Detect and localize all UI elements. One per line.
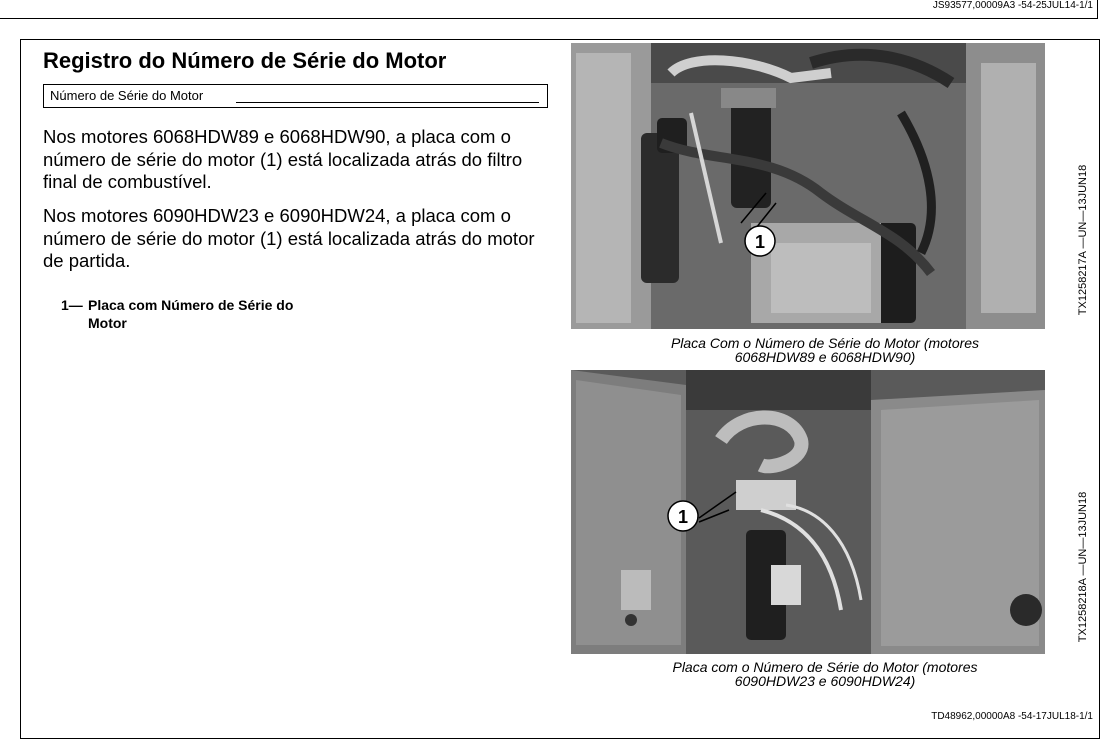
paragraph-6068: Nos motores 6068HDW89 e 6068HDW90, a placa com o número de série do motor (1) está localizada atrás do filtro final de combustível. [43,126,523,192]
side-reference-6068-text: TX1258217A —UN—13JUN18 [1077,164,1089,316]
figure-caption-6090-line2: 6090HDW23 e 6090HDW24) [734,673,916,689]
figure-caption-6068-line1: Placa Com o Número de Série do Motor (motores [670,335,980,351]
header-reference: JS93577,00009A3 -54-25JUL14-1/1 [932,0,1093,11]
figure-caption-6068 [600,336,1050,364]
engine-photo-6090 [571,370,1045,654]
footer-reference: TD48962,00000A8 -54-17JUL18-1/1 [931,711,1093,722]
side-reference-6090-text: TX1258218A —UN—13JUN18 [1077,491,1089,643]
serial-number-label: Número de Série do Motor [50,88,204,103]
callout-number-1: 1 [754,232,766,252]
figure-caption-6090-line1: Placa com o Número de Série do Motor (motores [672,659,978,675]
engine-photo-6068 [571,43,1045,329]
figure-caption-6090 [600,660,1050,688]
legend-text: Placa com Número de Série do Motor [88,297,294,331]
engine-photo-6090-illustration [571,370,1045,654]
page-title: Registro do Número de Série do Motor [43,48,447,73]
side-reference-6068 [1073,155,1093,325]
engine-photo-6068-illustration [571,43,1045,329]
legend-number: 1— [61,297,83,313]
callout-number-2: 1 [677,507,689,527]
side-reference-6090 [1073,482,1093,652]
paragraph-6090: Nos motores 6090HDW23 e 6090HDW24, a placa com o número de série do motor (1) está localizada atrás do motor de partida. [43,205,535,271]
serial-number-write-line [236,102,539,103]
figure-caption-6068-line2: 6068HDW89 e 6068HDW90) [734,349,916,365]
serial-number-field [43,84,548,108]
